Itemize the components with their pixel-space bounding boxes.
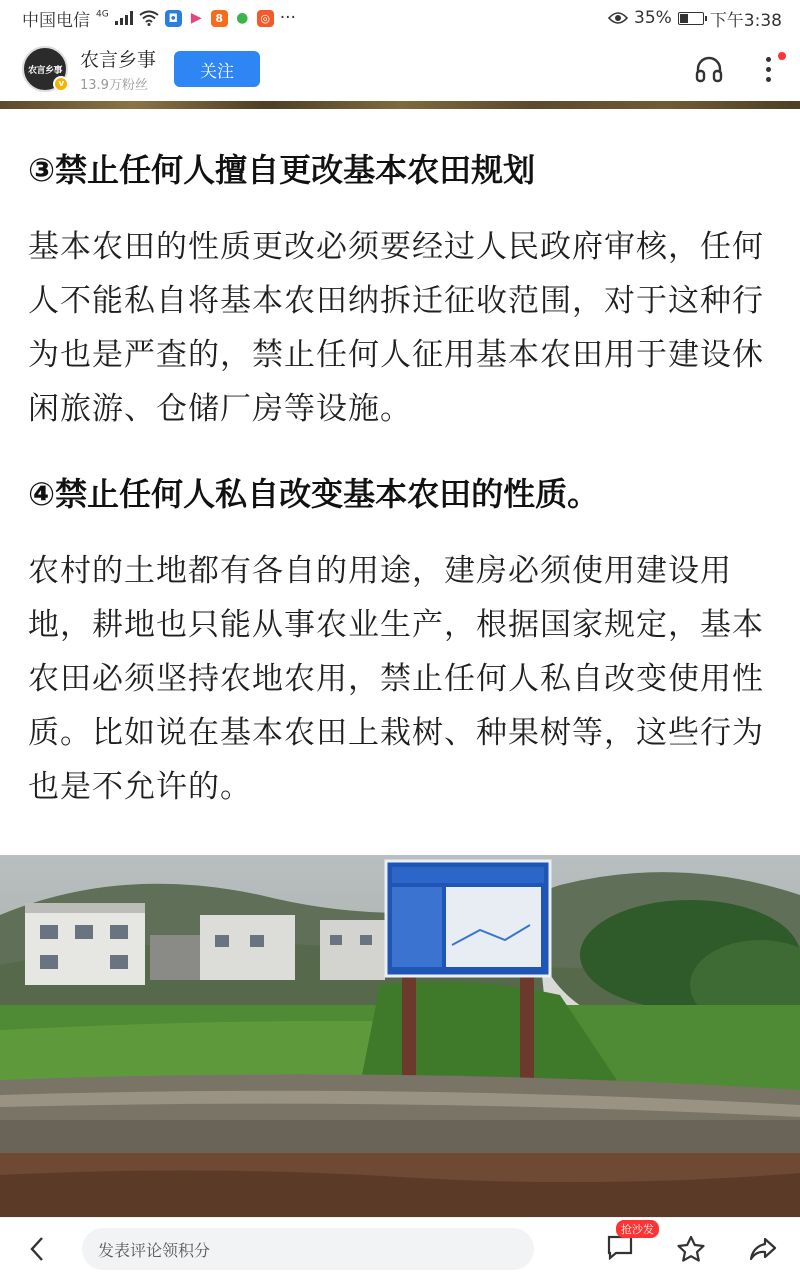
carrier-label: 中国电信	[22, 10, 90, 31]
comment-input[interactable]: 发表评论领积分	[82, 1228, 534, 1270]
more-notifications-icon: ···	[279, 8, 296, 28]
section-heading-3: ③禁止任何人擅自更改基本农田规划	[28, 151, 536, 189]
comments-button[interactable]	[606, 1223, 654, 1264]
signal-icon	[115, 11, 133, 25]
chevron-left-icon	[29, 1236, 45, 1262]
green-app-icon: ●	[234, 10, 251, 27]
sofa-badge: 抢沙发	[616, 1220, 659, 1238]
account-info[interactable]	[80, 45, 156, 93]
account-name: 农言乡事	[80, 49, 157, 71]
section-paragraph-4: 农村的土地都有各自的用途，建房必须使用建设用地，耕地也只能从事农业生产，根据国家规定，基本农田必须坚持农地农用，禁止任何人私自改变使用性质。比如说在基本农田上栽树、种果树等，这些行为也是不允许的。	[28, 553, 764, 805]
battery-icon	[678, 12, 704, 25]
article-header	[0, 36, 800, 102]
more-options-button[interactable]	[758, 54, 778, 84]
avatar[interactable]	[22, 46, 68, 92]
wifi-icon	[139, 10, 159, 26]
bottom-action-bar	[0, 1217, 800, 1280]
follow-button[interactable]: 关注	[174, 51, 260, 87]
notification-app-icon: ◘	[165, 10, 182, 27]
red-app-icon: ◎	[257, 10, 274, 27]
verified-badge-icon: v	[53, 76, 69, 92]
back-button[interactable]	[22, 1229, 52, 1269]
star-icon[interactable]	[676, 1235, 706, 1263]
network-type: 4G	[96, 9, 109, 20]
status-bar	[0, 0, 800, 36]
new-dot-indicator	[778, 52, 786, 60]
clock: 下午3:38	[709, 10, 782, 31]
orange-app-icon: 8	[211, 10, 228, 27]
follower-count: 13.9万粉丝	[80, 78, 148, 93]
header-banner-strip	[0, 101, 800, 109]
headphones-icon[interactable]	[694, 55, 724, 83]
section-paragraph-3: 基本农田的性质更改必须要经过人民政府审核，任何人不能私自将基本农田纳拆迁征收范围，对于这种行为也是严查的，禁止任何人征用基本农田用于建设休闲旅游、仓储厂房等设施。	[28, 229, 764, 427]
article-photo[interactable]	[0, 855, 800, 1217]
video-app-icon: ▶	[188, 10, 205, 27]
farmland-photo-illustration	[0, 855, 800, 1217]
article-body	[28, 140, 778, 814]
eye-icon	[608, 11, 628, 25]
avatar-label: 农言乡事	[27, 65, 62, 76]
section-heading-4: ④禁止任何人私自改变基本农田的性质。	[28, 475, 600, 513]
share-icon[interactable]	[748, 1236, 778, 1262]
battery-percent: 35%	[634, 8, 672, 28]
